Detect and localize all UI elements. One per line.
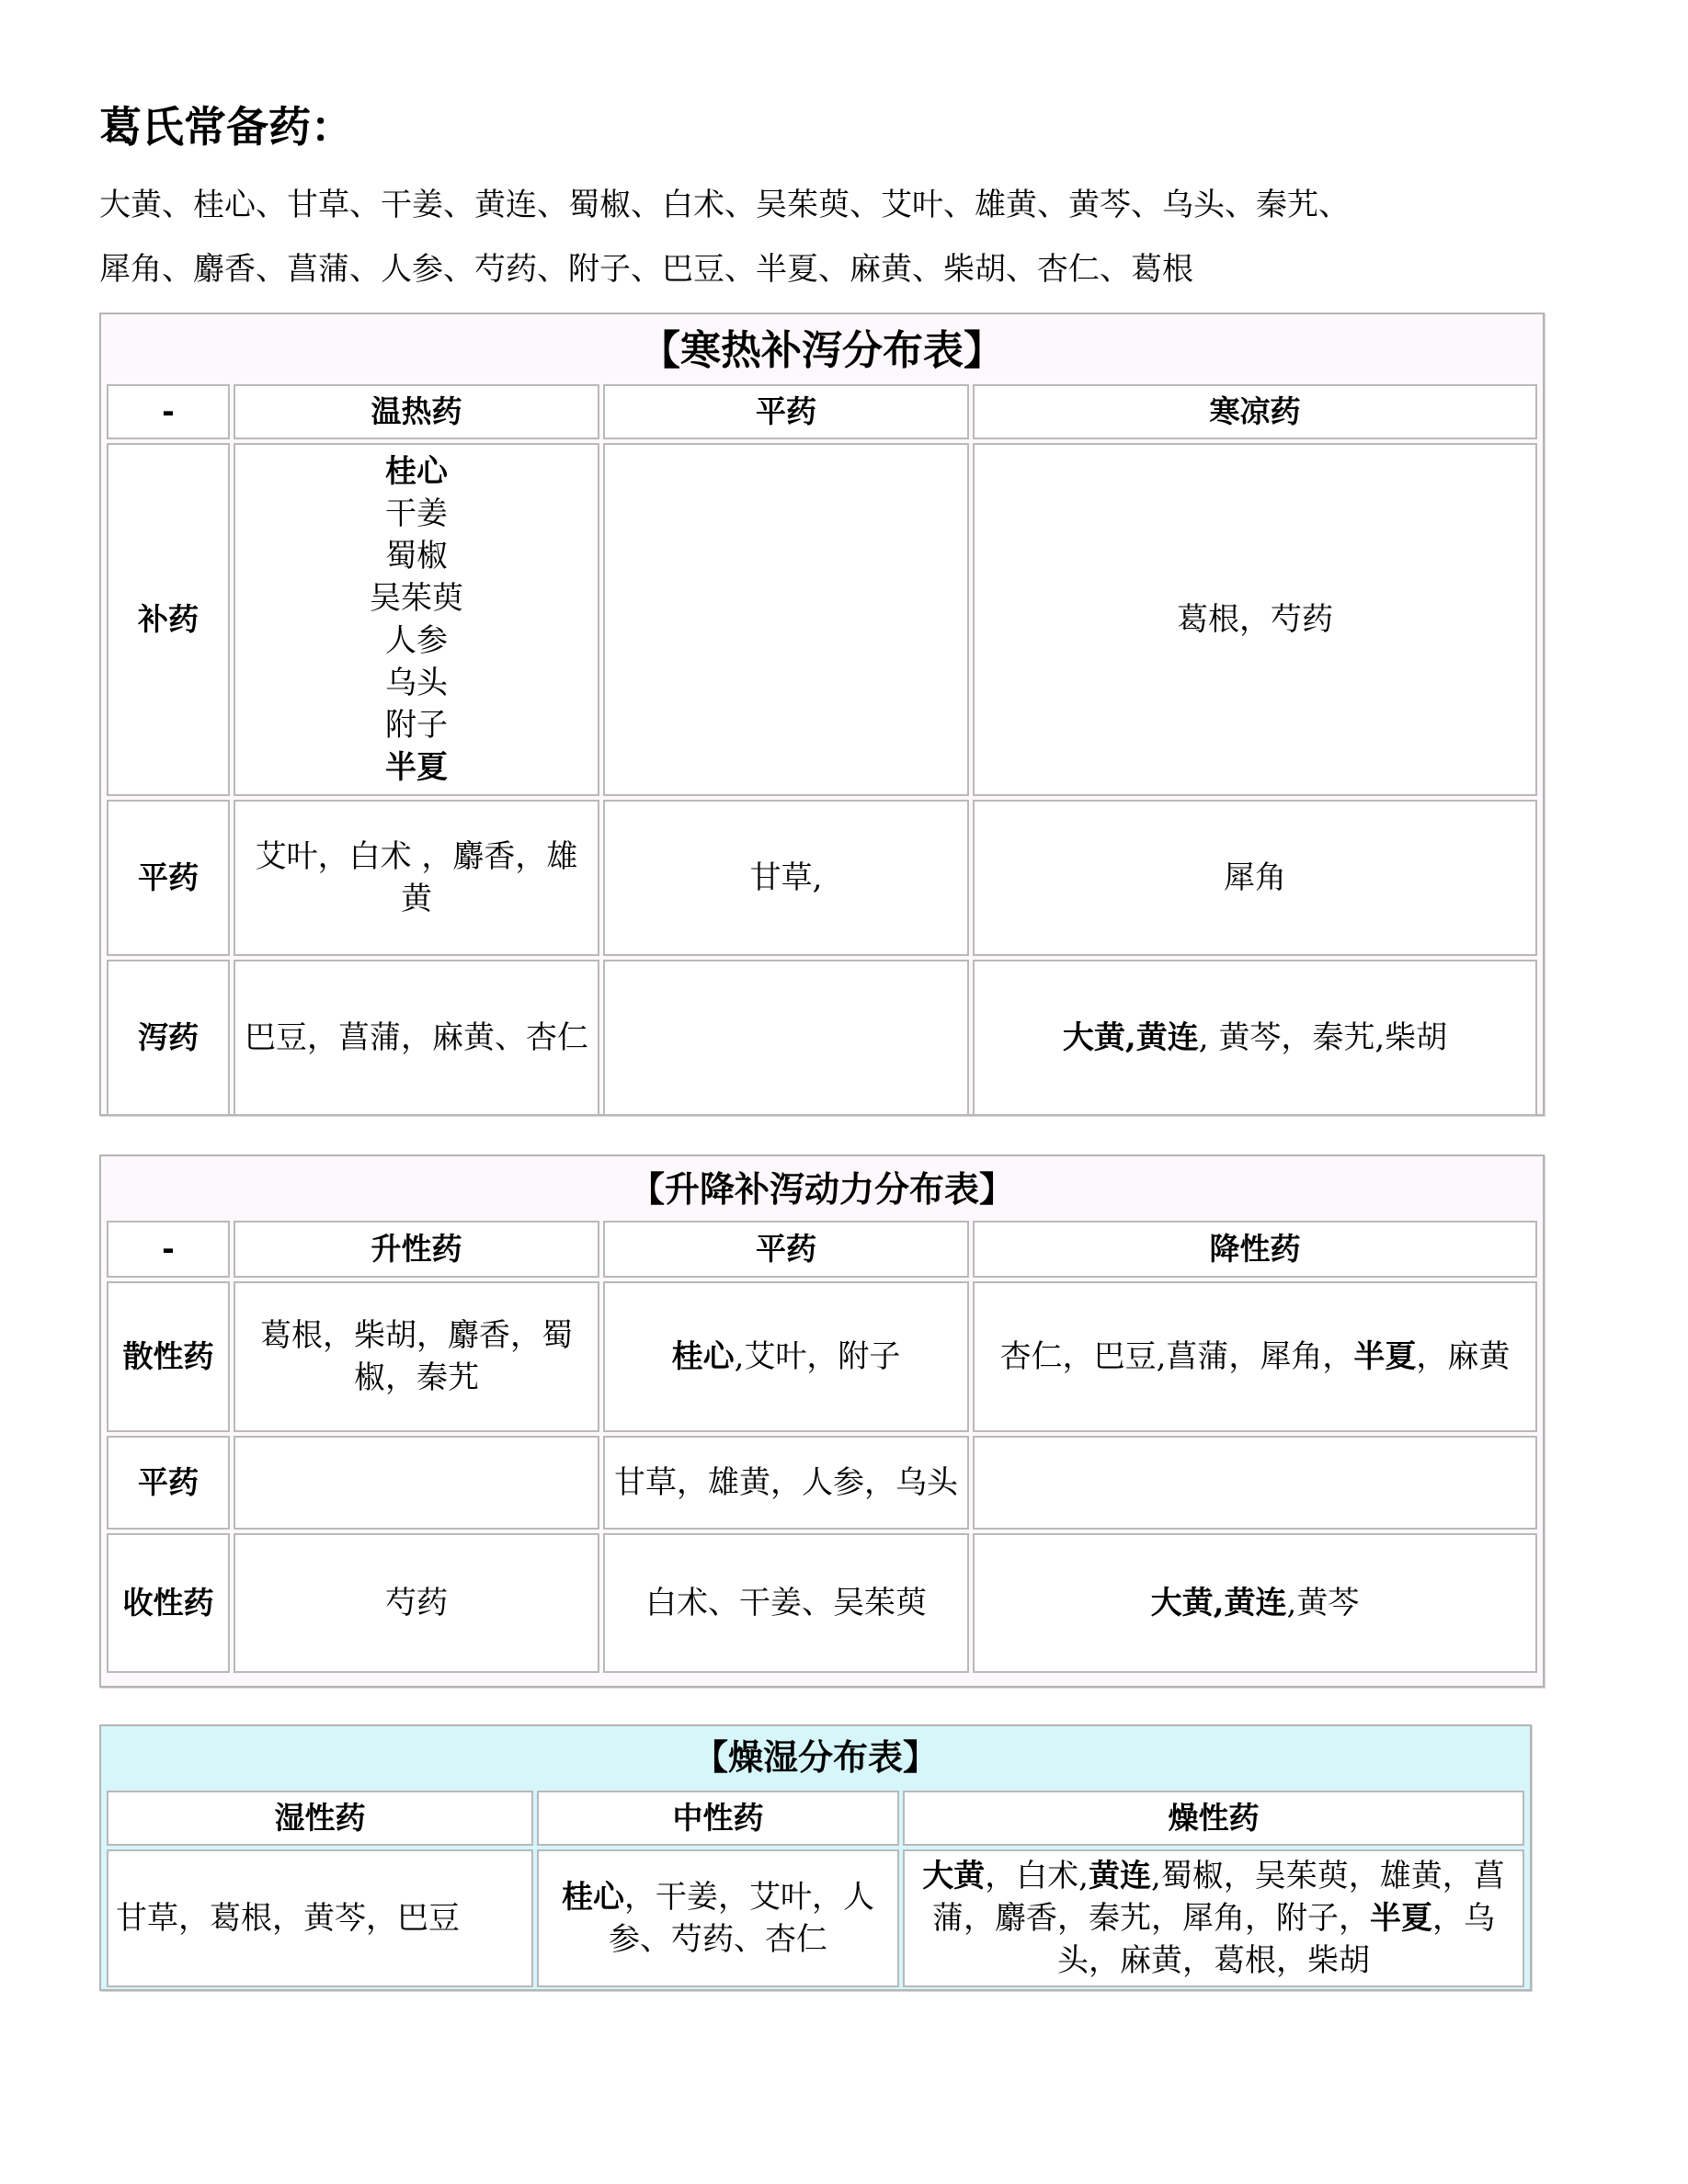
herb-rest: ,黄芩 — [1286, 1585, 1360, 1621]
intro-line-2: 犀角、麝香、菖蒲、人参、芍药、附子、巴豆、半夏、麻黄、柴胡、杏仁、葛根 — [99, 251, 1193, 288]
herb-dahuang: 大黄, — [1062, 1019, 1136, 1056]
herb-guixin: 桂心 — [562, 1879, 624, 1916]
page-heading: 葛氏常备药： — [99, 102, 353, 152]
cell-wet: 甘草，葛根，黄芩，巴豆 — [107, 1849, 533, 1987]
table-title: 【燥湿分布表】 — [692, 1737, 938, 1778]
col-header-wet: 湿性药 — [107, 1791, 533, 1846]
herb-wuzhuyu: 吴茱萸 — [370, 580, 463, 617]
table-rise-fall — [99, 1155, 1545, 1688]
row-header-purge: 泻药 — [107, 960, 230, 1116]
herb-part1: ，白术, — [985, 1858, 1089, 1894]
table-title: 【寒热补泻分布表】 — [640, 327, 1004, 374]
cell-neutral-cold: 犀角 — [973, 800, 1537, 956]
cell-astringe-neutral: 白术、干姜、吴茱萸 — [603, 1533, 969, 1673]
corner-cell: - — [107, 384, 230, 439]
herb-pre: 杏仁，巴豆,菖蒲，犀角， — [999, 1338, 1354, 1375]
cell-tonify-neutral — [603, 443, 969, 796]
herb-rest: ，干姜，艾叶，人参、芍药、杏仁 — [609, 1879, 874, 1958]
col-header-warm: 温热药 — [234, 384, 599, 439]
cell-dry — [903, 1849, 1524, 1987]
herb-ganjiang: 干姜 — [385, 495, 448, 532]
cell-purge-neutral — [603, 960, 969, 1116]
cell-astringe-fall — [973, 1533, 1537, 1673]
herb-dahuang: 大黄 — [922, 1858, 986, 1894]
herb-huanglian: 黄连 — [1224, 1585, 1287, 1621]
cell-neutral-neutral: 甘草, — [603, 800, 969, 956]
corner-cell: - — [107, 1221, 230, 1278]
cell-neutral-rise — [234, 1436, 599, 1530]
herb-renshen: 人参 — [385, 622, 448, 659]
col-header-rise: 升性药 — [234, 1221, 599, 1278]
cell-astringe-rise: 芍药 — [234, 1533, 599, 1673]
herb-post: ，麻黄 — [1416, 1338, 1511, 1375]
row-header-tonify: 补药 — [107, 443, 230, 796]
row-header-neutral: 平药 — [107, 800, 230, 956]
cell-neutral-fall — [973, 1436, 1537, 1530]
table-title: 【升降补泻动力分布表】 — [629, 1169, 1014, 1210]
herb-fuzi: 附子 — [385, 707, 448, 744]
herb-dahuang: 大黄, — [1150, 1585, 1225, 1621]
cell-neutral-warm: 艾叶，白术 ，麝香，雄黄 — [234, 800, 599, 956]
col-header-cold: 寒凉药 — [973, 384, 1537, 439]
cell-mid — [537, 1849, 899, 1987]
herb-banxia: 半夏 — [385, 749, 448, 786]
cell-tonify-cold: 葛根，芍药 — [973, 443, 1537, 796]
herb-part2: ,蜀椒，吴茱萸，雄黄，菖蒲，麝香，秦艽，犀角，附子， — [932, 1858, 1505, 1937]
intro-line-1: 大黄、桂心、甘草、干姜、黄连、蜀椒、白术、吴茱萸、艾叶、雄黄、黄芩、乌头、秦艽、 — [99, 187, 1350, 223]
cell-disperse-rise: 葛根，柴胡，麝香，蜀椒，秦艽 — [234, 1281, 599, 1432]
herb-banxia: 半夏 — [1353, 1338, 1417, 1375]
col-header-fall: 降性药 — [973, 1221, 1537, 1278]
herb-rest: , 黄芩，秦艽,柴胡 — [1198, 1019, 1448, 1056]
herb-shujiao: 蜀椒 — [385, 538, 448, 574]
cell-purge-cold — [973, 960, 1537, 1116]
table-dry-wet — [99, 1724, 1532, 1991]
col-header-dry: 燥性药 — [903, 1791, 1524, 1846]
table-cold-hot — [99, 313, 1545, 1116]
herb-huanglian: 黄连 — [1135, 1019, 1199, 1056]
herb-part3: ，乌头，麻黄，葛根，柴胡 — [1057, 1900, 1495, 1979]
herb-guixin: 桂心 — [671, 1338, 735, 1375]
col-header-neutral: 平药 — [603, 1221, 969, 1278]
cell-tonify-warm — [234, 443, 599, 796]
herb-huanglian: 黄连 — [1089, 1858, 1151, 1894]
herb-rest: ,艾叶，附子 — [734, 1338, 901, 1375]
row-header-disperse: 散性药 — [107, 1281, 230, 1432]
cell-neutral-neutral: 甘草，雄黄，人参，乌头 — [603, 1436, 969, 1530]
row-header-astringe: 收性药 — [107, 1533, 230, 1673]
cell-purge-warm: 巴豆，菖蒲，麻黄、杏仁 — [234, 960, 599, 1116]
cell-disperse-neutral — [603, 1281, 969, 1432]
cell-disperse-fall — [973, 1281, 1537, 1432]
row-header-neutral: 平药 — [107, 1436, 230, 1530]
herb-guixin: 桂心 — [385, 453, 448, 490]
col-header-neutral: 平药 — [603, 384, 969, 439]
herb-banxia: 半夏 — [1370, 1900, 1432, 1937]
col-header-mid: 中性药 — [537, 1791, 899, 1846]
herb-wutou: 乌头 — [385, 665, 448, 701]
